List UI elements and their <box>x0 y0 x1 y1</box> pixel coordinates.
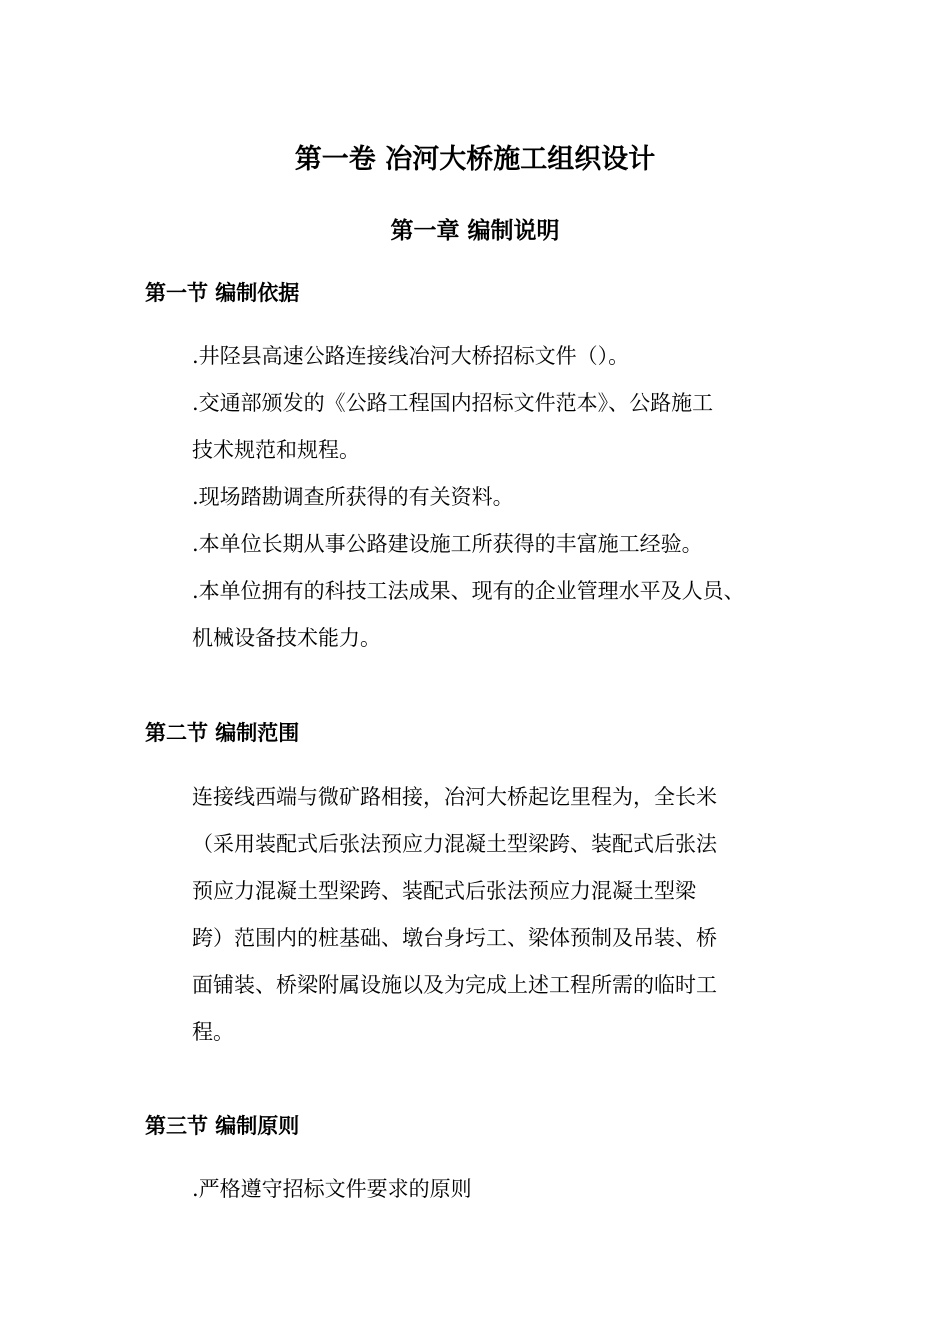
paragraph-line: .井陉县高速公路连接线冶河大桥招标文件（）。 <box>192 344 630 368</box>
paragraph-line: .现场踏勘调查所获得的有关资料。 <box>192 485 514 509</box>
section-heading-scope: 第二节 编制范围 <box>145 721 300 745</box>
paragraph-line: .本单位拥有的科技工法成果、现有的企业管理水平及人员、 <box>192 579 745 603</box>
volume-title: 第一卷 冶河大桥施工组织设计 <box>294 144 656 175</box>
paragraph-line: 程。 <box>192 1020 234 1044</box>
paragraph-line: 技术规范和规程。 <box>192 438 360 462</box>
paragraph-line: .交通部颁发的《公路工程国内招标文件范本》、公路施工 <box>192 391 714 415</box>
paragraph-line: 跨）范围内的桩基础、墩台身圬工、梁体预制及吊装、桥 <box>192 926 717 950</box>
section-heading-principles: 第三节 编制原则 <box>145 1114 300 1138</box>
chapter-title: 第一章 编制说明 <box>390 218 560 244</box>
section-heading-basis: 第一节 编制依据 <box>145 281 300 305</box>
paragraph-line: 面铺装、桥梁附属设施以及为完成上述工程所需的临时工 <box>192 973 717 997</box>
paragraph-line: .本单位长期从事公路建设施工所获得的丰富施工经验。 <box>192 532 703 556</box>
section-body-principles <box>192 1166 832 1213</box>
paragraph-line: （采用装配式后张法预应力混凝土型梁跨、装配式后张法 <box>192 832 717 856</box>
paragraph-line: 预应力混凝土型梁跨、装配式后张法预应力混凝土型梁 <box>192 879 696 903</box>
paragraph-line: 连接线西端与微矿路相接，冶河大桥起讫里程为，全长米 <box>192 785 717 809</box>
paragraph-line: .严格遵守招标文件要求的原则 <box>192 1177 472 1201</box>
section-body-basis <box>192 333 832 662</box>
paragraph-line: 机械设备技术能力。 <box>192 626 381 650</box>
section-body-scope <box>192 774 832 1056</box>
